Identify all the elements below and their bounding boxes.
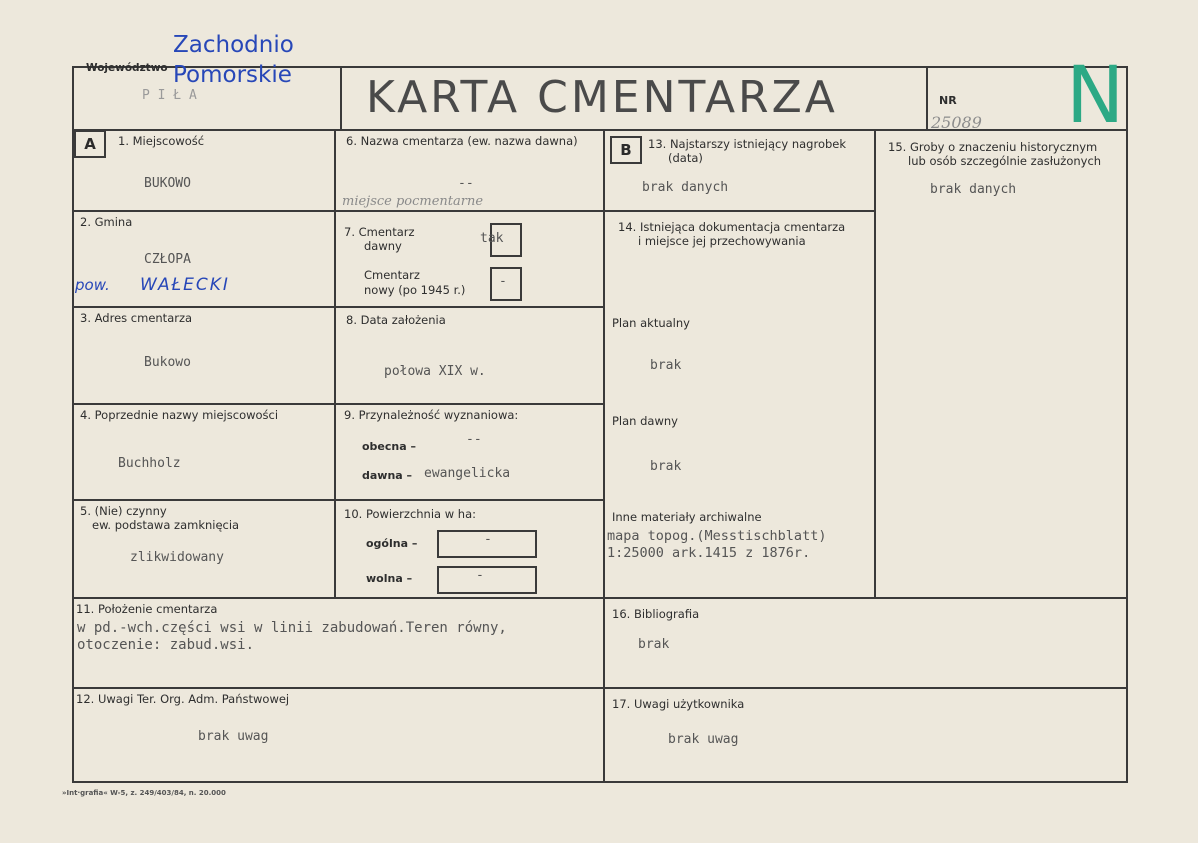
cmentarz-dawny-label-line1: 7. Cmentarz xyxy=(344,225,415,239)
miejscowosc-label: 1. Miejscowość xyxy=(118,134,205,148)
category-letter: N xyxy=(1066,51,1125,141)
powiat-prefix-handwritten: pow. xyxy=(75,276,110,294)
najstarszy-value: brak danych xyxy=(642,180,729,195)
rule xyxy=(340,66,342,130)
wojewodztwo-label: Województwo xyxy=(86,62,168,74)
rule xyxy=(874,129,876,599)
cmentarz-dawny-value: tak xyxy=(480,231,504,246)
rule xyxy=(72,210,605,212)
data-zalozenia-label: 8. Data założenia xyxy=(346,313,446,327)
rule xyxy=(72,687,1128,689)
adres-value: Bukowo xyxy=(144,355,191,370)
czynny-value: zlikwidowany xyxy=(130,550,224,565)
przynaleznosc-label: 9. Przynależność wyznaniowa: xyxy=(344,408,519,422)
powierzchnia-wolna-box xyxy=(437,566,537,594)
nr-label: NR xyxy=(939,94,957,107)
plan-aktualny-label: Plan aktualny xyxy=(612,316,690,330)
adres-label: 3. Adres cmentarza xyxy=(80,311,193,325)
plan-dawny-value: brak xyxy=(650,459,682,474)
poprzednie-nazwy-value: Buchholz xyxy=(118,456,181,471)
rule xyxy=(72,403,605,405)
najstarszy-label-line2: (data) xyxy=(668,151,703,165)
rule xyxy=(1126,66,1128,782)
poprzednie-nazwy-label: 4. Poprzednie nazwy miejscowości xyxy=(80,408,279,422)
powierzchnia-label: 10. Powierzchnia w ha: xyxy=(344,507,477,521)
przynaleznosc-dawna-value: ewangelicka xyxy=(424,466,511,481)
wojewodztwo-typed: P I Ł A xyxy=(142,88,197,103)
plan-dawny-label: Plan dawny xyxy=(612,414,678,428)
wojewodztwo-handwritten-line1: Zachodnio xyxy=(173,32,294,58)
nazwa-value: -- xyxy=(458,176,474,191)
gmina-label: 2. Gmina xyxy=(80,215,133,229)
cmentarz-dawny-label-line2: dawny xyxy=(364,239,402,253)
groby-label-line2: lub osób szczególnie zasłużonych xyxy=(908,154,1102,168)
rule xyxy=(72,499,605,501)
przynaleznosc-obecna-value: -- xyxy=(466,432,482,447)
gmina-value: CZŁOPA xyxy=(144,252,191,267)
groby-value: brak danych xyxy=(930,182,1017,197)
dokumentacja-label-line2: i miejsce jej przechowywania xyxy=(638,234,806,248)
nazwa-pencil-note: miejsce pocmentarne xyxy=(342,194,484,209)
rule xyxy=(926,66,928,130)
dokumentacja-label-line1: 14. Istniejąca dokumentacja cmentarza xyxy=(618,220,846,234)
rule xyxy=(72,66,74,782)
cmentarz-nowy-label-line2: nowy (po 1945 r.) xyxy=(364,283,466,297)
rule xyxy=(603,210,876,212)
miejscowosc-value: BUKOWO xyxy=(144,176,191,191)
powierzchnia-ogolna-value: - xyxy=(484,532,492,547)
powierzchnia-ogolna-label: ogólna – xyxy=(366,537,418,550)
section-a-marker: A xyxy=(74,130,106,158)
powierzchnia-wolna-value: - xyxy=(476,568,484,583)
rule xyxy=(72,781,1128,783)
rule xyxy=(72,306,605,308)
print-info: »Int·grafia« W-5, z. 249/403/84, n. 20.000 xyxy=(62,789,226,797)
najstarszy-label-line1: 13. Najstarszy istniejący nagrobek xyxy=(648,137,847,151)
inne-materialy-line1: mapa topog.(Messtischblatt) xyxy=(607,528,827,544)
uwagi-uzytkownika-value: brak uwag xyxy=(668,732,739,747)
inne-materialy-label: Inne materiały archiwalne xyxy=(612,510,762,524)
data-zalozenia-value: połowa XIX w. xyxy=(384,364,486,379)
bibliografia-value: brak xyxy=(638,637,670,652)
inne-materialy-line2: 1:25000 ark.1415 z 1876r. xyxy=(607,545,811,561)
cmentarz-nowy-label-line1: Cmentarz xyxy=(364,268,420,282)
polozenie-line1: w pd.-wch.części wsi w linii zabudowań.Teren równy, xyxy=(77,620,507,636)
uwagi-uzytkownika-label: 17. Uwagi użytkownika xyxy=(612,697,745,711)
wojewodztwo-handwritten-line2: Pomorskie xyxy=(173,62,292,88)
przynaleznosc-obecna-label: obecna – xyxy=(362,440,416,453)
bibliografia-label: 16. Bibliografia xyxy=(612,607,700,621)
przynaleznosc-dawna-label: dawna – xyxy=(362,469,413,482)
polozenie-label: 11. Położenie cmentarza xyxy=(76,602,218,616)
powiat-handwritten: WAŁECKI xyxy=(140,275,230,295)
card-title: KARTA CMENTARZA xyxy=(366,72,838,123)
groby-label-line1: 15. Groby o znaczeniu historycznym xyxy=(888,140,1098,154)
powierzchnia-wolna-label: wolna – xyxy=(366,572,413,585)
section-b-marker: B xyxy=(610,136,642,164)
polozenie-line2: otoczenie: zabud.wsi. xyxy=(77,637,255,653)
rule xyxy=(603,129,605,781)
nr-value: 25089 xyxy=(931,113,982,132)
uwagi-ter-label: 12. Uwagi Ter. Org. Adm. Państwowej xyxy=(76,692,290,706)
czynny-label-line1: 5. (Nie) czynny xyxy=(80,504,167,518)
plan-aktualny-value: brak xyxy=(650,358,682,373)
rule xyxy=(72,597,1128,599)
rule xyxy=(334,129,336,599)
nazwa-label: 6. Nazwa cmentarza (ew. nazwa dawna) xyxy=(346,134,578,148)
uwagi-ter-value: brak uwag xyxy=(198,729,269,744)
cmentarz-nowy-value: - xyxy=(499,274,507,289)
czynny-label-line2: ew. podstawa zamknięcia xyxy=(92,518,240,532)
